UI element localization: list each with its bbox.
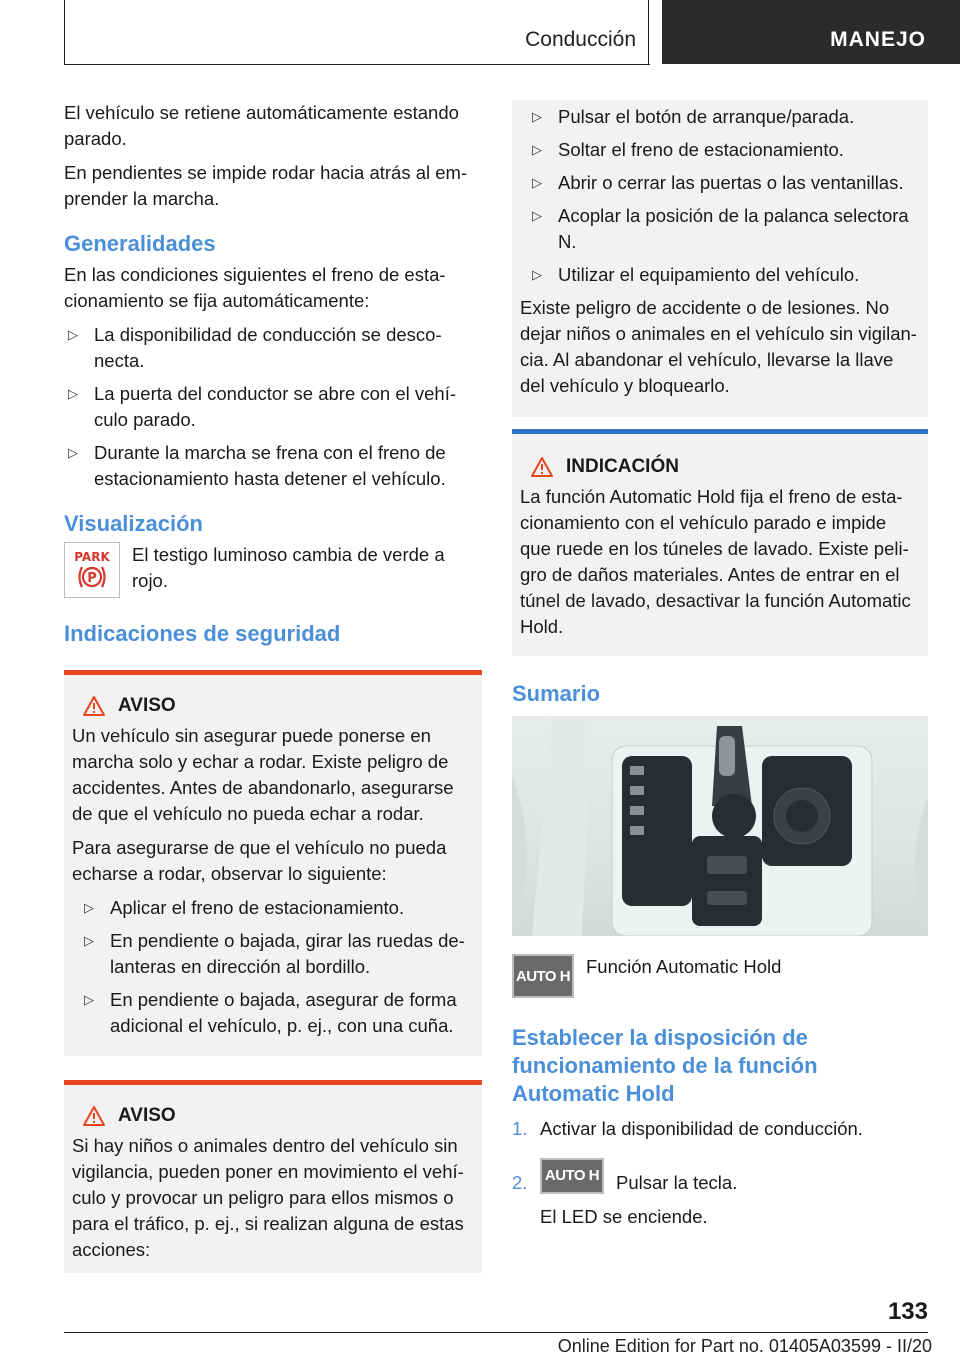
- warning-paragraph: Para asegurarse de que el vehículo no pueda echarse a rodar, observar lo siguiente:: [72, 837, 447, 884]
- triangle-bullet-icon: ▷: [68, 445, 78, 460]
- warning-paragraph: Si hay niños o animales dentro del vehículo sin vigilancia, pueden poner en movimiento el vehículo y provocar un peligro para ellos mismos o para el tráfico, p. ej., si realizan alguna de estas acciones:: [72, 1135, 464, 1260]
- auto-hold-caption: Función Automatic Hold: [586, 956, 782, 977]
- list-item: ▷ En pendiente o bajada, asegurar de forma adicional el vehículo, p. ej., con una cuña.: [84, 989, 457, 1036]
- list-item: ▷ Soltar el freno de estacionamiento.: [528, 137, 920, 163]
- triangle-bullet-icon: ▷: [84, 900, 94, 915]
- steps-list: [512, 1116, 928, 1196]
- triangle-bullet-icon: ▷: [68, 327, 78, 342]
- warning-box-continued: [512, 100, 928, 417]
- warning-box-1: [64, 670, 482, 1056]
- park-indicator-text: El testigo luminoso cambia de verde a rojo.: [132, 544, 445, 591]
- step-item: 1. Activar la disponibilidad de conducción.: [512, 1118, 863, 1139]
- warning-title: AVISO: [72, 695, 474, 717]
- triangle-bullet-icon: ▷: [532, 267, 542, 282]
- triangle-bullet-icon: ▷: [84, 933, 94, 948]
- intro-paragraph-1: El vehículo se retiene automáticamente estando parado.: [64, 102, 459, 149]
- list-item: ▷ Aplicar el freno de estacionamiento.: [80, 895, 474, 921]
- heading-visualizacion: Visualización: [64, 511, 203, 536]
- list-item: ▷ La puerta del conductor se abre con el vehículo parado.: [68, 383, 457, 430]
- triangle-bullet-icon: ▷: [84, 992, 94, 1007]
- header-left-rule: [64, 0, 65, 64]
- park-indicator-row: [64, 542, 482, 598]
- page-number: 133: [887, 1298, 928, 1325]
- footer-rule: [64, 1332, 928, 1333]
- warning-list: [72, 895, 474, 1039]
- warning-title: AVISO: [72, 1105, 474, 1127]
- list-item: ▷ Durante la marcha se frena con el freno de estacionamiento hasta detener el vehículo.: [68, 442, 446, 489]
- generalidades-list: [64, 322, 482, 492]
- header-chapter-tab: [662, 0, 960, 64]
- generalidades-text: En las condiciones siguientes el freno de estacionamiento se fija automáticamente:: [64, 264, 446, 311]
- info-paragraph: La función Automatic Hold fija el freno de estacionamiento con el vehículo parado e impide que ruede en los túneles de lavado. Existe peligro de daños materiales. Antes de entrar en el túnel de lavado, desactivar la función Automatic Hold.: [520, 486, 911, 637]
- chapter-label: MANEJO: [830, 28, 926, 51]
- list-item: ▷ La disponibilidad de conducción se desconecta.: [68, 324, 442, 371]
- step-item: 2. AUTO H Pulsar la tecla.: [512, 1156, 928, 1196]
- triangle-bullet-icon: ▷: [68, 386, 78, 401]
- triangle-bullet-icon: ▷: [532, 109, 542, 124]
- list-item: ▷ Utilizar el equipamiento del vehículo.: [528, 262, 920, 288]
- heading-sumario: Sumario: [512, 681, 601, 706]
- header-bottom-rule: [64, 64, 650, 65]
- list-item: ▷ En pendiente o bajada, girar las ruedas delanteras en dirección al bordillo.: [84, 930, 465, 977]
- warning-triangle-icon: [82, 695, 106, 717]
- park-brake-warning-icon: PARK P: [64, 542, 120, 598]
- warning-triangle-icon: [82, 1105, 106, 1127]
- warning-triangle-icon: [530, 456, 554, 478]
- triangle-bullet-icon: ▷: [532, 175, 542, 190]
- info-box: [512, 429, 928, 656]
- footer-edition: Online Edition for Part no. 01405A03599 - II/20: [557, 1336, 932, 1356]
- auto-hold-button-icon: AUTO H: [540, 1158, 604, 1194]
- list-item: ▷ Pulsar el botón de arranque/parada.: [528, 104, 920, 130]
- continued-list: [520, 104, 920, 288]
- heading-generalidades: Generalidades: [64, 231, 216, 256]
- auto-hold-button-icon: AUTO H: [512, 954, 574, 998]
- heading-establecer: Establecer la disposición de funcionamiento de la función Automatic Hold: [512, 1025, 818, 1106]
- header-right-rule: [648, 0, 649, 64]
- left-column: [64, 100, 482, 1273]
- intro-paragraph-2: En pendientes se impide rodar hacia atrás al emprender la marcha.: [64, 162, 468, 209]
- heading-seguridad: Indicaciones de seguridad: [64, 621, 341, 646]
- triangle-bullet-icon: ▷: [532, 142, 542, 157]
- triangle-bullet-icon: ▷: [532, 208, 542, 223]
- warning-paragraph: Un vehículo sin asegurar puede ponerse en marcha solo y echar a rodar. Existe peligro de accidentes. Antes de abandonarlo, asegurarse de que el vehículo no pueda echar a rodar.: [72, 725, 454, 824]
- list-item: ▷ Acoplar la posición de la palanca selectora N.: [532, 205, 909, 252]
- header-section-title: Conducción: [525, 28, 636, 51]
- auto-hold-caption-row: [512, 954, 928, 998]
- step-result-text: El LED se enciende.: [540, 1206, 708, 1227]
- info-title: INDICACIÓN: [520, 456, 920, 478]
- warning-paragraph: Existe peligro de accidente o de lesiones. No dejar niños o animales en el vehículo sin vigilancia. Al abandonar el vehículo, llevarse la llave del vehículo y bloquearlo.: [520, 297, 917, 396]
- center-console-photo: [512, 716, 928, 936]
- svg-text:P: P: [87, 570, 97, 586]
- list-item: ▷ Abrir o cerrar las puertas o las ventanillas.: [528, 170, 920, 196]
- right-column: [512, 100, 928, 1238]
- warning-box-2: [64, 1080, 482, 1273]
